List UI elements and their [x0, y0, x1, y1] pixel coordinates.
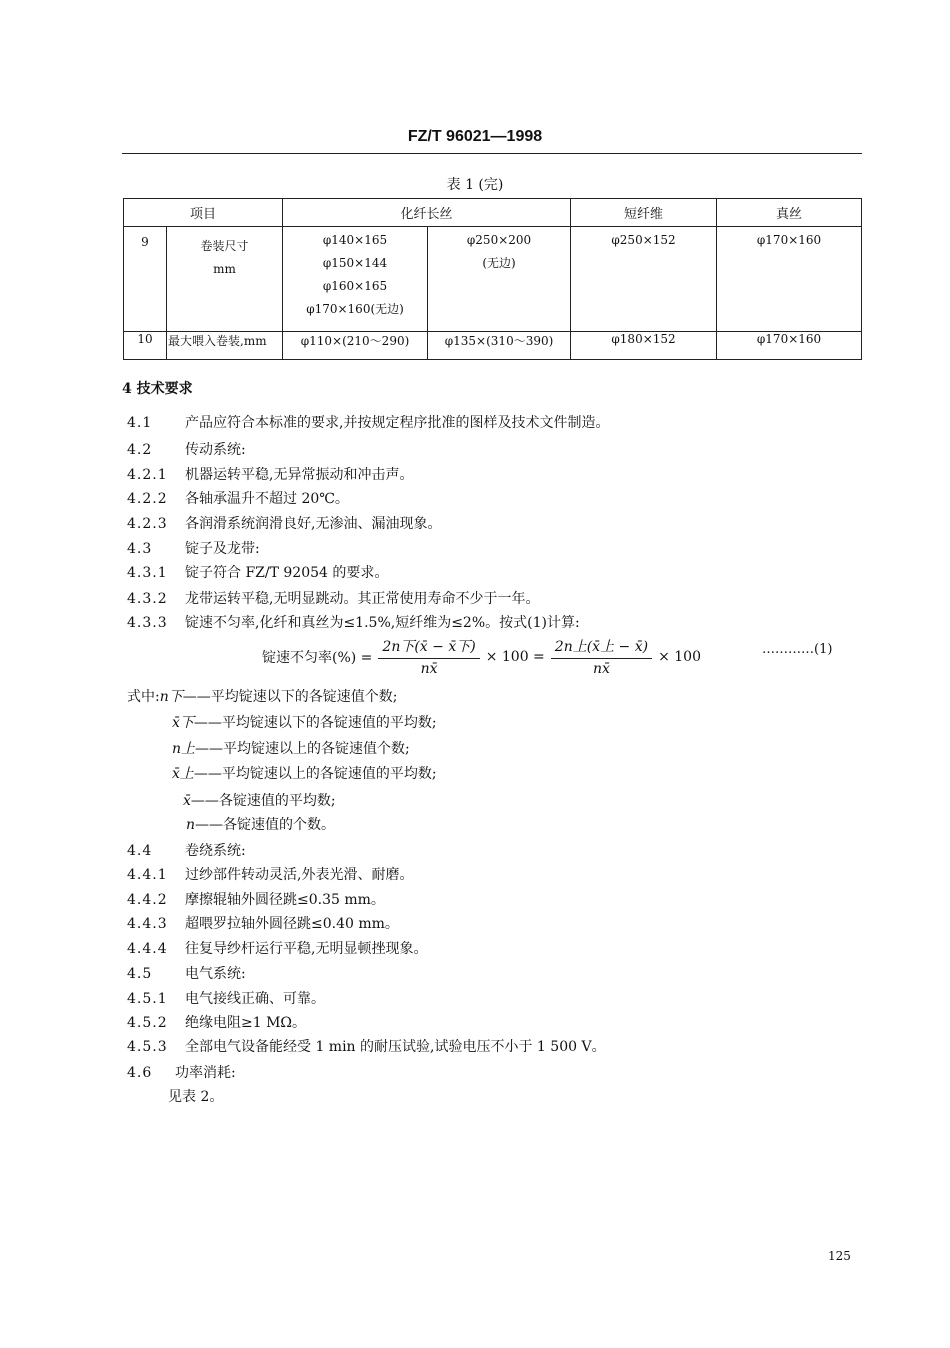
cell-value: φ170×160 — [756, 233, 822, 247]
definition-item — [172, 712, 437, 732]
table-header-row — [124, 199, 862, 227]
clause-4-5-1 — [127, 988, 325, 1008]
fraction-denominator: nx̄ — [592, 661, 610, 677]
cell-value: (无边) — [482, 256, 516, 270]
clause-number: 4.4.4 — [127, 941, 168, 957]
clause-text: 传动系统: — [185, 442, 246, 458]
row-filament-a: φ110×(210～290) — [283, 332, 428, 360]
clause-number: 4.4.2 — [127, 892, 168, 908]
formula-tail: × 100 — [658, 648, 701, 665]
definition-symbol: x̄上 — [172, 766, 194, 782]
clause-4-5-2 — [127, 1012, 306, 1032]
clause-number: 4.5.1 — [127, 991, 168, 1007]
clause-4-4-1 — [127, 864, 413, 884]
cell-value: φ140×165 — [322, 233, 388, 247]
definition-symbol: n上 — [172, 741, 196, 757]
page-number: 125 — [828, 1249, 851, 1263]
clause-4-4-2 — [127, 889, 385, 909]
clause-4-4-4 — [127, 938, 427, 958]
definition-item — [183, 790, 336, 810]
formula-fraction-2 — [551, 636, 652, 677]
definition-intro-text: 式中: — [127, 689, 160, 705]
clause-text: 龙带运转平稳,无明显跳动。其正常使用寿命不少于一年。 — [185, 591, 540, 607]
row-no: 9 — [124, 227, 167, 332]
clause-number: 4.2 — [127, 442, 153, 458]
clause-number: 4.5.2 — [127, 1015, 168, 1031]
clause-number: 4.5 — [127, 966, 153, 982]
cell-value: φ150×144 — [322, 256, 388, 270]
definition-text: ——平均锭速以上的各锭速值的平均数; — [193, 766, 437, 782]
row-filament-b: φ135×(310～390) — [428, 332, 571, 360]
cell-value: φ250×152 — [611, 233, 676, 247]
definition-item — [172, 738, 410, 758]
row-filament-a — [283, 227, 428, 332]
clause-text: 功率消耗: — [175, 1065, 236, 1081]
clause-text: 机器运转平稳,无异常振动和冲击声。 — [185, 467, 414, 483]
clause-4-5-3 — [127, 1036, 606, 1056]
definition-text: ——平均锭速以下的各锭速值的平均数; — [193, 715, 437, 731]
definition-item — [186, 814, 335, 834]
clause-text: 全部电气设备能经受 1 min 的耐压试验,试验电压不小于 1 500 V。 — [185, 1039, 606, 1055]
clause-text: 锭速不匀率,化纤和真丝为≤1.5%,短纤维为≤2%。按式(1)计算: — [185, 615, 580, 631]
clause-text: 电气接线正确、可靠。 — [185, 991, 325, 1007]
row-filament-b — [428, 227, 571, 332]
clause-number: 4.4.3 — [127, 916, 168, 932]
formula-fraction-1 — [378, 636, 479, 677]
row-staple: φ180×152 — [571, 332, 717, 360]
clause-text: 产品应符合本标准的要求,并按规定程序批准的图样及技术文件制造。 — [185, 415, 610, 431]
spec-table — [123, 198, 862, 360]
definition-text: ——平均锭速以上的各锭速值个数; — [195, 741, 410, 757]
table-row — [124, 227, 862, 332]
definition-symbol: n下 — [159, 689, 183, 705]
clause-4-2-1 — [127, 464, 413, 484]
table-caption: 表 1 (完) — [446, 177, 504, 193]
clause-text: 电气系统: — [185, 966, 246, 982]
definition-text: ——平均锭速以下的各锭速值个数; — [182, 689, 398, 705]
clause-4-2-3 — [127, 513, 441, 533]
clause-number: 4.3.2 — [127, 591, 168, 607]
row-item-line2: mm — [213, 262, 236, 276]
clause-number: 4.3.1 — [127, 565, 168, 581]
clause-text: 各润滑系统润滑良好,无渗油、漏油现象。 — [185, 516, 442, 532]
clause-4-3-3 — [127, 612, 580, 632]
clause-4-6 — [127, 1062, 236, 1082]
header-silk: 真丝 — [717, 199, 862, 227]
see-table-note: 见表 2。 — [168, 1089, 224, 1105]
row-silk: φ170×160 — [717, 332, 862, 360]
definition-symbol: x̄ — [183, 793, 191, 809]
header-item: 项目 — [124, 199, 283, 227]
clause-text: 绝缘电阻≥1 MΩ。 — [185, 1015, 307, 1031]
clause-text: 各轴承温升不超过 20℃。 — [185, 491, 349, 507]
cell-value: φ250×200 — [466, 233, 532, 247]
row-staple — [571, 227, 717, 332]
clause-4-1 — [127, 412, 609, 432]
row-item-line1: 卷装尺寸 — [200, 239, 249, 253]
formula-mid: × 100 = — [485, 648, 545, 665]
fraction-numerator: 2n上(x̄上 − x̄) — [551, 636, 652, 659]
table-row — [124, 332, 862, 360]
clause-number: 4.4.1 — [127, 867, 168, 883]
header-filament: 化纤长丝 — [283, 199, 571, 227]
definition-symbol: n — [186, 817, 196, 833]
clause-4-2-2 — [127, 488, 349, 508]
row-no: 10 — [124, 332, 167, 360]
clause-text: 过纱部件转动灵活,外表光滑、耐磨。 — [185, 867, 414, 883]
clause-number: 4.3 — [127, 541, 153, 557]
clause-text: 摩擦辊轴外圆径跳≤0.35 mm。 — [185, 892, 385, 908]
clause-text: 超喂罗拉轴外圆径跳≤0.40 mm。 — [185, 916, 399, 932]
definition-text: ——各锭速值的平均数; — [190, 793, 336, 809]
clause-text: 锭子符合 FZ/T 92054 的要求。 — [185, 565, 389, 581]
definition-intro — [127, 686, 397, 706]
clause-number: 4.2.2 — [127, 491, 168, 507]
clause-4-2 — [127, 439, 246, 459]
clause-text: 锭子及龙带: — [185, 541, 260, 557]
fraction-denominator: nx̄ — [420, 661, 438, 677]
clause-4-4-3 — [127, 913, 399, 933]
cell-value: φ170×160(无边) — [306, 302, 404, 316]
formula-1 — [262, 636, 701, 677]
row-silk — [717, 227, 862, 332]
clause-4-3 — [127, 538, 260, 558]
fraction-numerator: 2n下(x̄ − x̄下) — [378, 636, 479, 659]
cell-value: φ160×165 — [322, 279, 388, 293]
clause-text: 往复导纱杆运行平稳,无明显顿挫现象。 — [185, 941, 428, 957]
definition-symbol: x̄下 — [172, 715, 194, 731]
clause-number: 4.5.3 — [127, 1039, 168, 1055]
row-item: 最大喂入卷装,mm — [167, 332, 283, 360]
clause-number: 4.2.1 — [127, 467, 168, 483]
definition-item — [172, 763, 437, 783]
clause-number: 4.3.3 — [127, 615, 168, 631]
clause-number: 4.1 — [127, 415, 153, 431]
standard-header: FZ/T 96021—1998 — [407, 128, 543, 145]
clause-number: 4.2.3 — [127, 516, 168, 532]
section-title: 4 技术要求 — [122, 381, 193, 397]
equation-number: …………(1) — [762, 642, 833, 657]
clause-4-4 — [127, 840, 246, 860]
header-rule — [122, 153, 862, 154]
clause-4-3-1 — [127, 562, 388, 582]
formula-lhs: 锭速不匀率(%) = — [262, 649, 373, 666]
header-staple: 短纤维 — [571, 199, 717, 227]
clause-number: 4.4 — [127, 843, 153, 859]
clause-4-3-2 — [127, 588, 539, 608]
clause-number: 4.6 — [127, 1065, 153, 1081]
clause-4-5 — [127, 963, 246, 983]
row-item — [167, 227, 283, 332]
definition-text: ——各锭速值的个数。 — [195, 817, 336, 833]
clause-text: 卷绕系统: — [185, 843, 246, 859]
